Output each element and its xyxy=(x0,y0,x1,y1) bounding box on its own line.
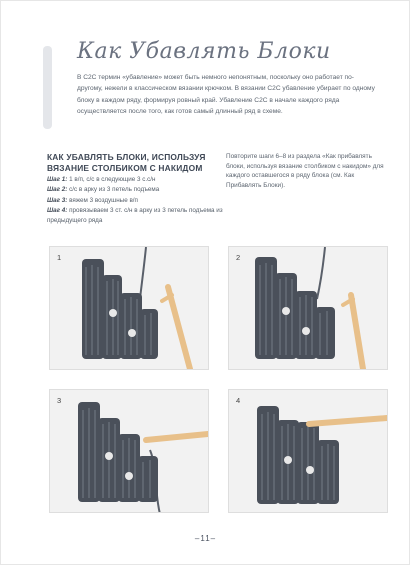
step-4-label: Шаг 4: xyxy=(47,206,68,214)
step-2-label: Шаг 2: xyxy=(47,186,68,194)
step-2-text: с/с в арку из 3 петель подъема xyxy=(67,186,160,194)
photo-step-4 xyxy=(228,389,388,513)
repeat-note: Повторите шаги 6–8 из раздела «Как прибавлять блоки, используя вязание столбиком с накидом» для каждого оставшегося в ряду блока (см. Как Прибавлять Блоки). xyxy=(226,153,384,189)
intro-paragraph: В C2C термин «убавление» может быть немного непонятным, поскольку оно работает по-другому, нежели в классическом вязании крючком. В вязании C2C убавление убирает по одному блоку в каждом ряду, формируя ровный край. Убавление C2C в начале каждого ряда осуществляется после того, как готов самый длинный ряд в схеме. xyxy=(77,74,375,116)
crochet-swatch-image xyxy=(50,247,209,370)
step-4-text: провязываем 3 ст. с/н в арку из 3 петель подъема из предыдущего ряда xyxy=(47,206,223,225)
step-1 xyxy=(47,175,225,185)
crochet-swatch-image xyxy=(229,247,388,370)
step-3-label: Шаг 3: xyxy=(47,196,68,204)
photo-number: 4 xyxy=(236,396,241,405)
title-accent-bar xyxy=(43,46,52,129)
photo-number: 2 xyxy=(236,253,241,262)
step-3 xyxy=(47,196,225,206)
photo-number: 1 xyxy=(57,253,62,262)
page-title: Как Убавлять Блоки xyxy=(77,39,331,64)
step-3-text: вяжем 3 воздушные в/п xyxy=(67,196,138,204)
step-4 xyxy=(47,206,225,227)
page-number: –11– xyxy=(194,534,217,543)
section-title: КАК УБАВЛЯТЬ БЛОКИ, ИСПОЛЬЗУЯ ВЯЗАНИЕ СТОЛБИКОМ С НАКИДОМ xyxy=(47,152,206,173)
crochet-swatch-image xyxy=(50,390,209,513)
steps-list xyxy=(47,175,225,226)
photo-step-1 xyxy=(49,246,209,370)
photo-step-2 xyxy=(228,246,388,370)
photo-step-3 xyxy=(49,389,209,513)
crochet-swatch-image xyxy=(229,390,388,513)
step-2 xyxy=(47,185,225,195)
photo-number: 3 xyxy=(57,396,62,405)
step-1-text: 1 в/п, с/с в следующие 3 с.с/н xyxy=(67,176,156,183)
step-1-label: Шаг 1: xyxy=(47,176,68,183)
